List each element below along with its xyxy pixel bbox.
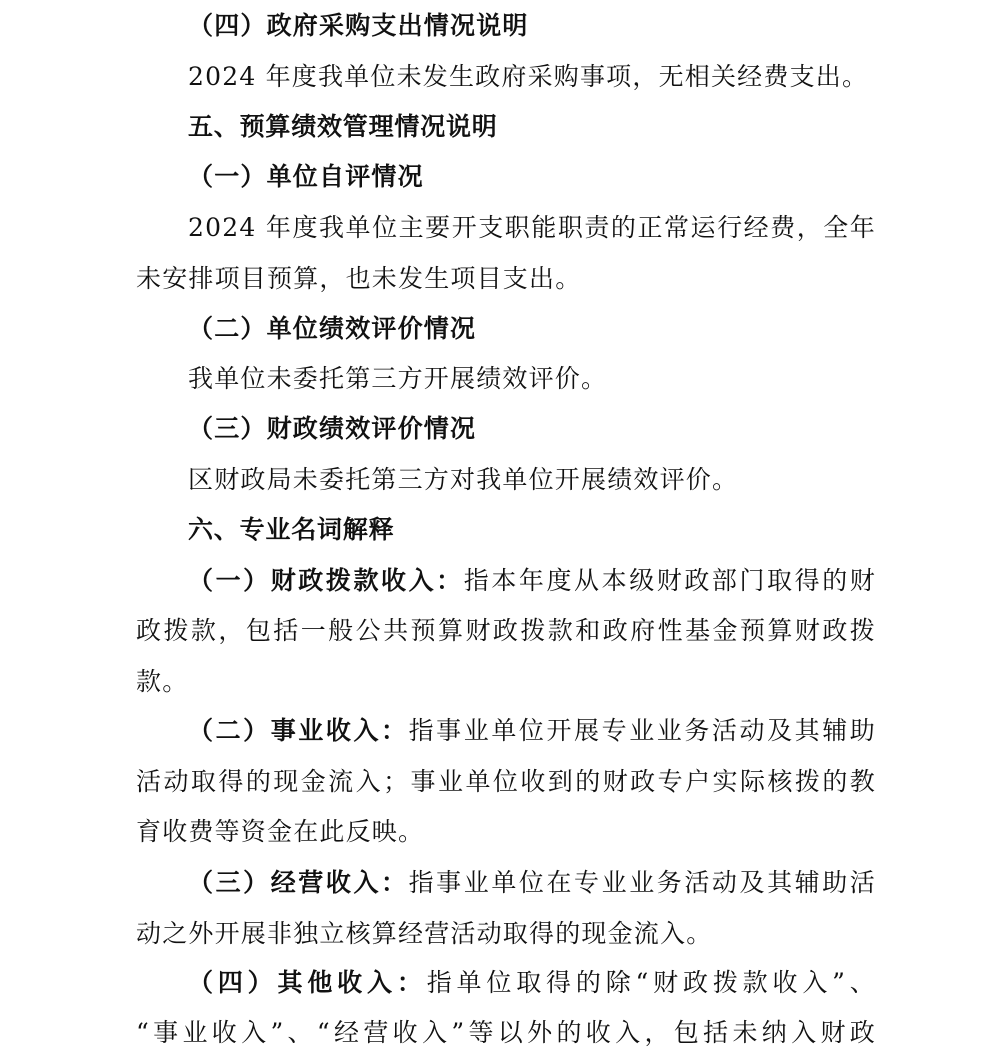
- definition-4-text: 指单位取得的除“财政拨款收入”、: [426, 968, 877, 997]
- definition-2-line-3: 育收费等资金在此反映。: [136, 817, 425, 846]
- section-5-1-body-line-1: 2024 年度我单位主要开支职能职责的正常运行经费，全年: [188, 213, 876, 242]
- definition-1-text: 指本年度从本级财政部门取得的财: [463, 566, 876, 595]
- section-5-title: 五、预算绩效管理情况说明: [188, 112, 498, 141]
- section-5-3-body: 区财政局未委托第三方对我单位开展绩效评价。: [188, 465, 739, 494]
- section-5-2-body: 我单位未委托第三方开展绩效评价。: [188, 364, 608, 393]
- definition-3-line-1: [188, 866, 876, 900]
- definition-1-line-1: [188, 564, 876, 598]
- definition-4-line-2: “事业收入”、“经营收入”等以外的收入，包括未纳入财政: [136, 1018, 876, 1047]
- definition-4-line-1: [188, 966, 876, 1000]
- section-4-4-heading: （四）政府采购支出情况说明: [188, 11, 529, 40]
- definition-1-term: （一）财政拨款收入：: [188, 566, 464, 595]
- section-5-1-body-line-2: 未安排项目预算，也未发生项目支出。: [136, 264, 582, 293]
- section-5-1-heading: （一）单位自评情况: [188, 162, 424, 191]
- definition-1-line-2: 政拨款，包括一般公共预算财政拨款和政府性基金预算财政拨: [136, 616, 876, 645]
- definition-2-text: 指事业单位开展专业业务活动及其辅助: [408, 716, 877, 745]
- definition-3-text: 指事业单位在专业业务活动及其辅助活: [408, 868, 877, 897]
- section-5-2-heading: （二）单位绩效评价情况: [188, 314, 477, 343]
- definition-1-line-3: 款。: [136, 667, 189, 696]
- definition-2-line-2: 活动取得的现金流入；事业单位收到的财政专户实际核拨的教: [136, 767, 876, 796]
- definition-3-term: （三）经营收入：: [188, 868, 409, 897]
- definition-4-term: （四）其他收入：: [188, 968, 427, 997]
- section-4-4-body: 2024 年度我单位未发生政府采购事项，无相关经费支出。: [188, 62, 869, 91]
- definition-3-line-2: 动之外开展非独立核算经营活动取得的现金流入。: [136, 919, 713, 948]
- definition-2-line-1: [188, 714, 876, 748]
- definition-2-term: （二）事业收入：: [188, 716, 409, 745]
- section-5-3-heading: （三）财政绩效评价情况: [188, 414, 477, 443]
- section-6-title: 六、专业名词解释: [188, 515, 395, 544]
